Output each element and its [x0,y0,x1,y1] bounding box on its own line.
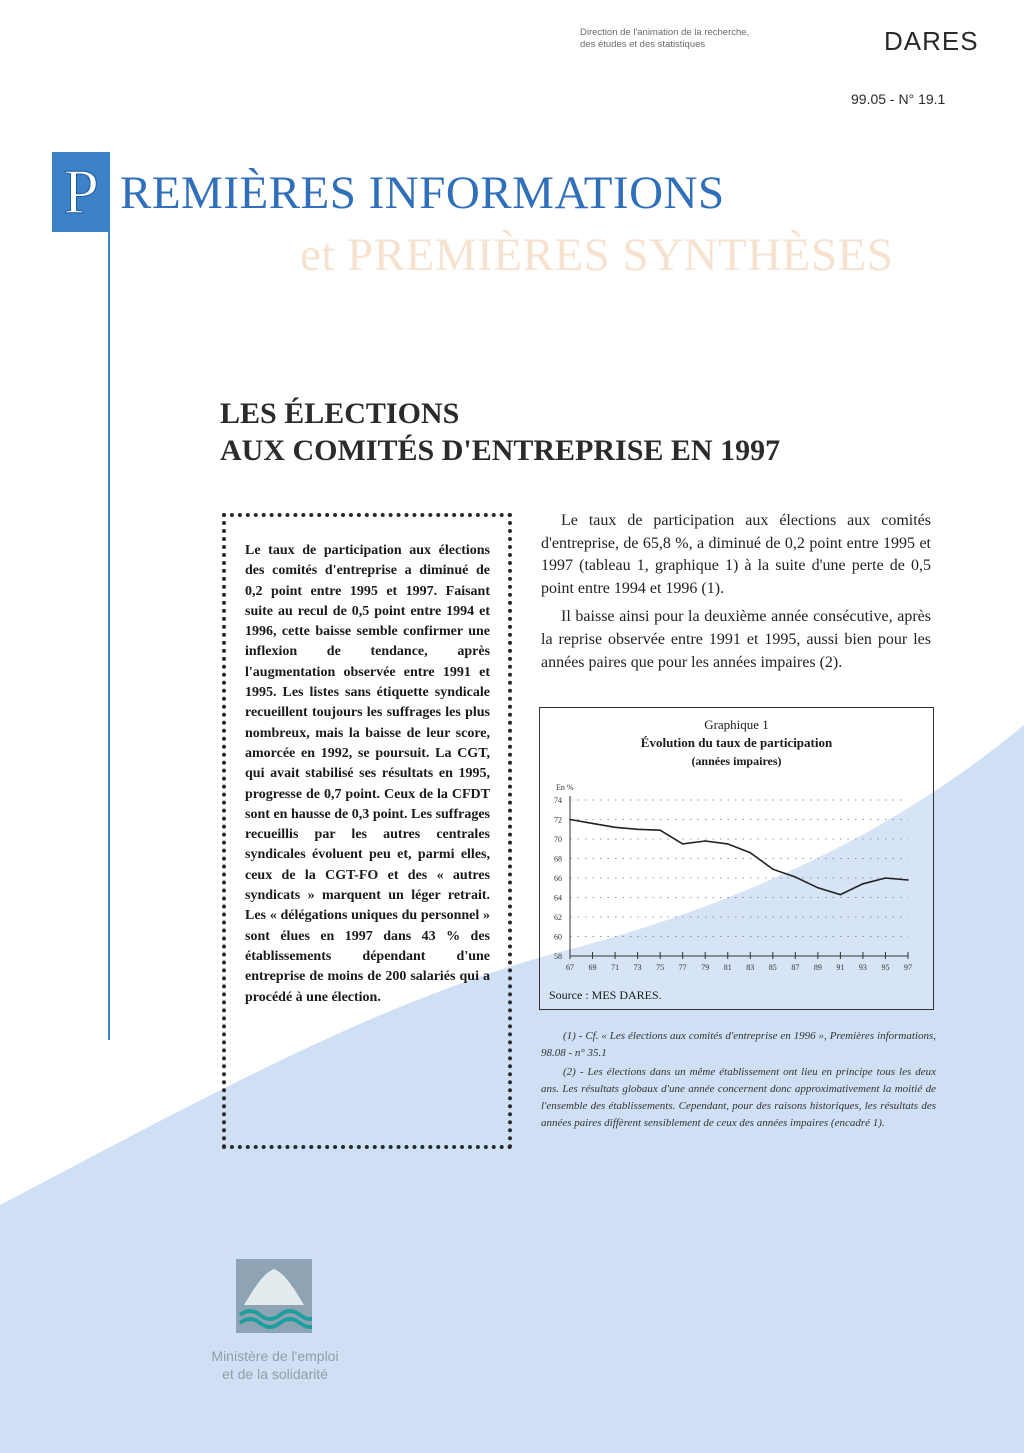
y-tick-label: 64 [554,893,562,903]
data-point [749,852,751,854]
y-tick-label: 70 [554,835,562,844]
data-point [659,829,661,831]
x-tick-label: 85 [768,963,777,972]
article-body [541,510,931,674]
x-tick-label: 77 [678,963,687,972]
y-tick-label: 60 [554,932,562,942]
agency-name [580,27,830,51]
footnote-1: (1) - Cf. « Les élections aux comités d'entreprise en 1996 », Premières informations, 98.08 - n° 35.1 [541,1030,936,1059]
data-point [569,819,571,821]
data-point [704,840,706,842]
x-tick-label: 93 [858,963,867,972]
y-tick-label: 58 [554,952,562,961]
x-tick-label: 97 [904,963,912,972]
data-point [862,883,864,885]
y-tick-label: 66 [554,874,562,883]
paragraph-1: Le taux de participation aux élections aux comités d'entreprise, de 65,8 %, a diminué de 0,2 point entre 1995 et 1997 (tableau 1, graphique 1) à la suite d'une perte de 0,5 point entre 1994 et 1996 (1). [541,512,931,597]
y-tick-label: 72 [554,815,562,825]
y-tick-label: 62 [554,913,562,922]
chart-caption [539,716,934,770]
masthead-title: REMIÈRES INFORMATIONS [120,167,725,219]
agency-line-2: des études et des statistiques [580,39,706,50]
brand-dares: DARES [884,26,979,56]
agency-line-1: Direction de l'animation de la recherche, [580,27,750,38]
article-title [220,395,840,469]
ministry-logo [236,1259,312,1333]
x-tick-label: 79 [701,963,710,972]
ministry-name [180,1347,370,1383]
data-point [614,827,616,829]
footnotes [541,1028,936,1132]
x-tick-label: 87 [791,963,800,972]
participation-chart [540,776,933,976]
paragraph-2: Il baisse ainsi pour la deuxième année consécutive, après la reprise observée entre 1991 et 1995, aussi bien pour les années paires que pour les années impaires (2). [541,608,931,671]
data-point [727,843,729,845]
y-unit-label: En % [556,783,574,792]
ministry-line-1: Ministère de l'emploi [211,1348,339,1364]
chart-subtitle: (années impaires) [691,754,782,768]
data-point [817,887,819,889]
x-tick-label: 91 [836,963,845,972]
summary-text: Le taux de participation aux élections des comités d'entreprise a diminué de 0,2 point entre 1995 et 1997. Faisant suite au recul de 0,5 point entre 1994 et 1996, cette baisse semble confirmer une inflexion de tendance, après l'augmentation observée entre 1991 et 1995. Les listes sans étiquette syndicale recueillent toujours les suffrages les plus nombreux, mais la baisse de leur score, amorcée en 1992, se poursuit. La CGT, qui avait stabilisé ses résultats en 1995, progresse de 0,7 point. Ceux de la CFDT sont en hausse de 0,3 point. Les suffrages recueillis par les autres centrales syndicales évoluent peu et, parmi elles, ceux de la CGT-FO et des « autres syndicats » marquent un léger retrait. Les « délégations uniques du personnel » sont élues en 1997 dans 43 % des établissements dépendant d'une entreprise de moins de 200 salariés qui a procédé à une élection. [245,543,490,1005]
chart-source: Source : MES DARES. [549,988,662,1002]
data-point [772,868,774,870]
y-tick-label: 68 [554,854,562,864]
ministry-line-2: et de la solidarité [222,1366,328,1382]
masthead-initial: P [63,156,99,227]
x-tick-label: 69 [588,963,597,972]
masthead-initial-block [52,152,110,232]
data-point [795,876,797,878]
x-tick-label: 71 [611,963,620,972]
masthead-subtitle: et PREMIÈRES SYNTHÈSES [300,229,894,281]
data-point [637,828,639,830]
x-tick-label: 83 [746,963,755,972]
issue-number: 99.05 - N° 19.1 [851,91,946,107]
participation-rate-line [570,820,908,895]
data-point [885,877,887,879]
article-title-line-2: AUX COMITÉS D'ENTREPRISE EN 1997 [220,434,781,467]
article-title-line-1: LES ÉLECTIONS [220,397,460,430]
x-tick-label: 67 [566,963,574,972]
chart-title: Évolution du taux de participation [640,735,833,750]
x-tick-label: 73 [633,963,642,972]
x-tick-label: 81 [723,963,732,972]
y-tick-label: 74 [554,796,562,805]
masthead-rule [108,232,110,1040]
data-point [682,843,684,845]
footnote-2: (2) - Les élections dans un même établissement ont lieu en principe tous les deux ans. Les résultats globaux d'une année concernent donc approximativement la moitié de l'ensemble des établissements. Cependant, pour des raisons historiques, les résultats des années paires diffèrent sensiblement de ceux des années impaires (encadré 1). [541,1066,936,1129]
data-point [907,879,909,881]
data-point [840,894,842,896]
data-point [592,823,594,825]
x-tick-label: 75 [656,963,665,972]
x-tick-label: 95 [881,963,890,972]
chart-number: Graphique 1 [704,717,769,732]
x-tick-label: 89 [813,963,822,972]
